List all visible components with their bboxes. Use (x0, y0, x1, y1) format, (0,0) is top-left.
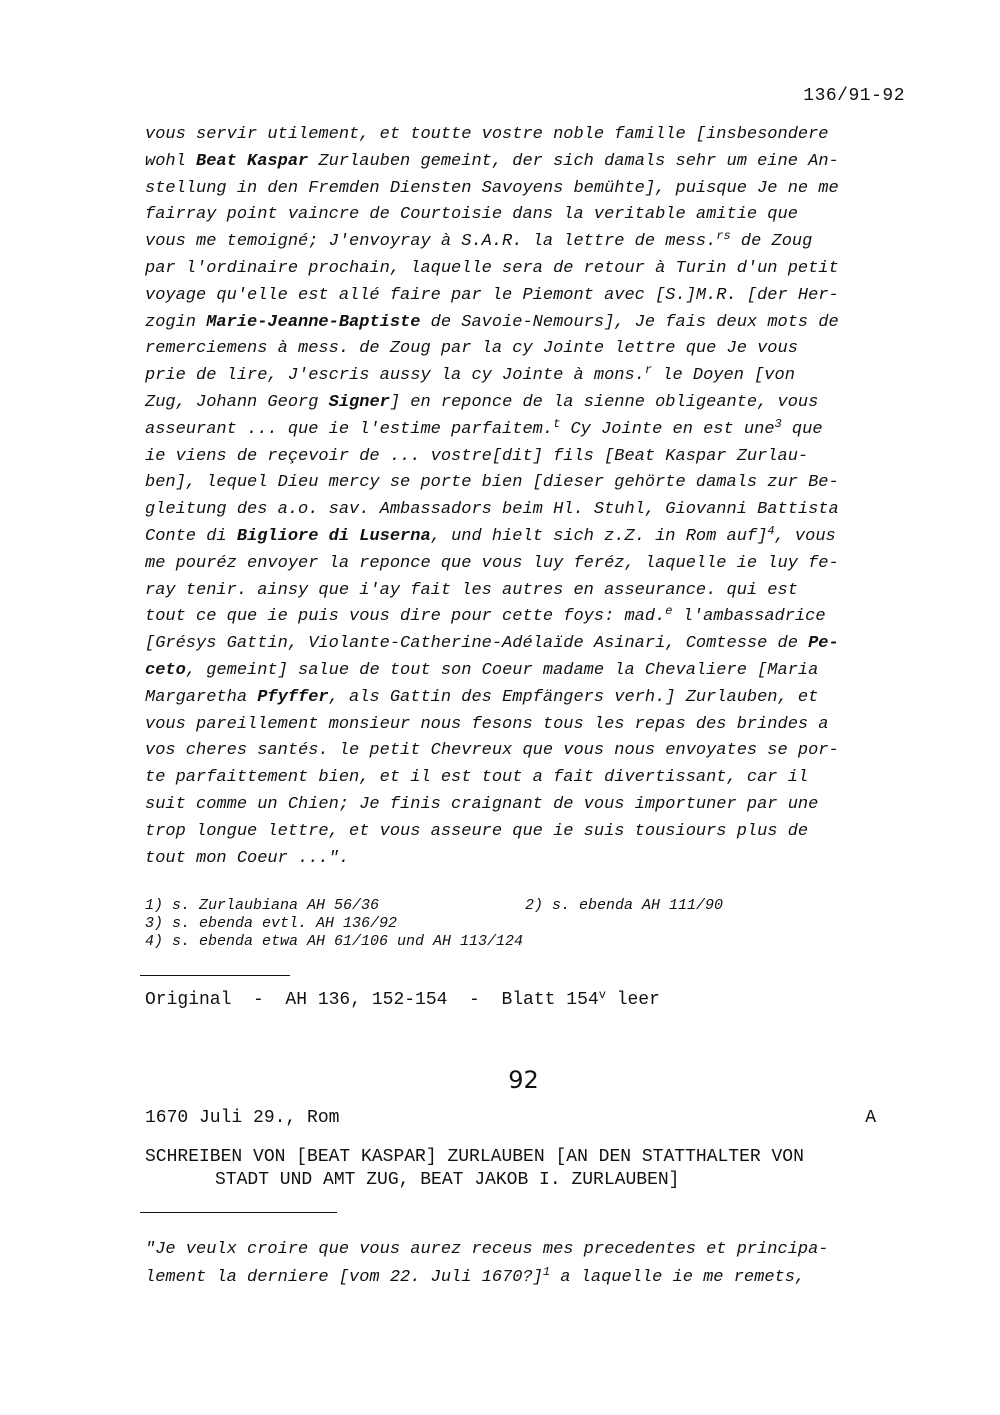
text-line: "Je veulx croire que vous aurez receus mes precedentes et principa- (145, 1240, 829, 1259)
text-line: voyage qu'elle est allé faire par le Piemont avec [S.]M.R. [der Her- (145, 285, 839, 305)
text-line: vous pareillement monsieur nous fesons tous les repas des brindes a (145, 714, 829, 734)
text-line: Margaretha Pfyffer, als Gattin des Empfängers verh.] Zurlauben, et (145, 687, 819, 707)
original-text: Original - AH 136, 152-154 - Blatt 154 (145, 990, 599, 1010)
document-heading (145, 1146, 905, 1192)
bold-name: Pe- (808, 634, 839, 654)
text-line: prie de lire, J'escris aussy la cy Jointe à mons.$^r$ le Doyen [von (145, 363, 795, 386)
bold-name: Pfyffer (257, 687, 329, 707)
superscript: 3 (774, 416, 782, 431)
text-line: asseurant ... que ie l'estime parfaitem.$^t$ Cy Jointe en est une$^3$ que (145, 416, 823, 439)
text-line: me pouréz envoyer la reponce que vous luy feréz, laquelle ie luy fe- (145, 553, 839, 573)
text-line: zogin Marie-Jeanne-Baptiste de Savoie-Nemours], Je fais deux mots de (145, 312, 839, 332)
text-line: par l'ordinaire prochain, laquelle sera de retour à Turin d'un petit (145, 258, 839, 278)
superscript: rs (716, 229, 731, 244)
second-letter-body-text (145, 1236, 915, 1292)
footnote-2: 2) s. ebenda AH 111/90 (525, 897, 724, 914)
text-line: vos cheres santés. le petit Chevreux que vous nous envoyates se por- (145, 741, 839, 761)
text-line: lement la derniere [vom 22. Juli 1670?]$^1$ a laquelle ie me remets, (145, 1265, 806, 1287)
text-line: tout mon Coeur ...". (145, 848, 350, 868)
bold-name: Bigliore di Luserna (236, 526, 431, 546)
date-line (145, 1108, 876, 1128)
bold-name: Beat Kaspar (196, 151, 309, 171)
superscript: t (553, 416, 561, 431)
footnote-3: 3) s. ebenda evtl. AH 136/92 (145, 915, 398, 932)
superscript: 1 (542, 1265, 551, 1279)
document-number: 92 (508, 1066, 539, 1094)
text-line: stellung in den Fremden Diensten Savoyens bemühte], puisque Je ne me (145, 178, 839, 198)
letter-body-text (145, 122, 915, 872)
original-source-line (145, 990, 660, 1010)
bold-name: Marie-Jeanne-Baptiste (206, 312, 421, 332)
type-marker: A (865, 1108, 876, 1128)
verso-superscript: v (598, 988, 606, 1002)
heading-divider (140, 1212, 337, 1213)
text-line: remerciemens à mess. de Zoug par la cy Jointe lettre que Je vous (145, 339, 798, 359)
footnote-row (145, 897, 865, 915)
bold-name: ceto (145, 660, 186, 680)
bold-name: Signer (328, 392, 390, 412)
text-line: gleitung des a.o. sav. Ambassadors beim Hl. Stuhl, Giovanni Battista (145, 500, 839, 520)
footnote-divider (140, 975, 290, 976)
text-line: tout ce que ie puis vous dire pour cette foys: mad.$^e$ l'ambassadrice (145, 604, 826, 627)
footnote-1: 1) s. Zurlaubiana AH 56/36 (145, 897, 380, 914)
superscript: e (665, 604, 673, 619)
text-line: fairray point vaincre de Courtoisie dans la veritable amitie que (145, 205, 798, 225)
superscript: r (644, 363, 653, 378)
text-line: ceto, gemeint] salue de tout son Coeur madame la Chevaliere [Maria (145, 660, 819, 680)
text-line: vous me temoigné; J'envoyray à S.A.R. la lettre de mess.$^{rs}$ de Zoug (145, 229, 813, 252)
text-line: [Grésys Gattin, Violante-Catherine-Adélaïde Asinari, Comtesse de Pe- (145, 634, 839, 654)
footnote-row (145, 933, 865, 951)
page-number: 136/91-92 (803, 86, 905, 106)
text-line: wohl Beat Kaspar Zurlauben gemeint, der sich damals sehr um eine An- (145, 151, 839, 171)
text-line: te parfaittement bien, et il est tout a fait divertissant, car il (145, 768, 809, 788)
text-line: vous servir utilement, et toutte vostre noble famille [insbesondere (145, 125, 829, 144)
text-line: Zug, Johann Georg Signer] en reponce de la sienne obligeante, vous (145, 392, 819, 412)
footnotes (145, 897, 865, 951)
text-line: ray tenir. ainsy que i'ay fait les autres en asseurance. qui est (145, 580, 798, 600)
text-line: Conte di Bigliore di Luserna, und hielt sich z.Z. in Rom auf]$^4$, vous (145, 523, 836, 546)
text-line: trop longue lettre, et vous asseure que ie suis tousiours plus de (145, 821, 809, 841)
footnote-4: 4) s. ebenda etwa AH 61/106 und AH 113/124 (145, 933, 524, 950)
text-line: ie viens de reçevoir de ... vostre[dit] fils [Beat Kaspar Zurlau- (145, 446, 809, 466)
date-place: 1670 Juli 29., Rom (145, 1108, 340, 1128)
heading-line-1: SCHREIBEN VON [BEAT KASPAR] ZURLAUBEN [AN DEN STATTHALTER VON (145, 1147, 804, 1167)
text-line: suit comme un Chien; Je finis craignant de vous importuner par une (145, 794, 819, 814)
original-tail: leer (605, 990, 660, 1010)
superscript: 4 (767, 523, 775, 538)
heading-line-2: STADT UND AMT ZUG, BEAT JAKOB I. ZURLAUBEN] (215, 1170, 680, 1190)
footnote-row (145, 915, 865, 933)
text-line: ben], lequel Dieu mercy se porte bien [dieser gehörte damals zur Be- (145, 473, 839, 493)
